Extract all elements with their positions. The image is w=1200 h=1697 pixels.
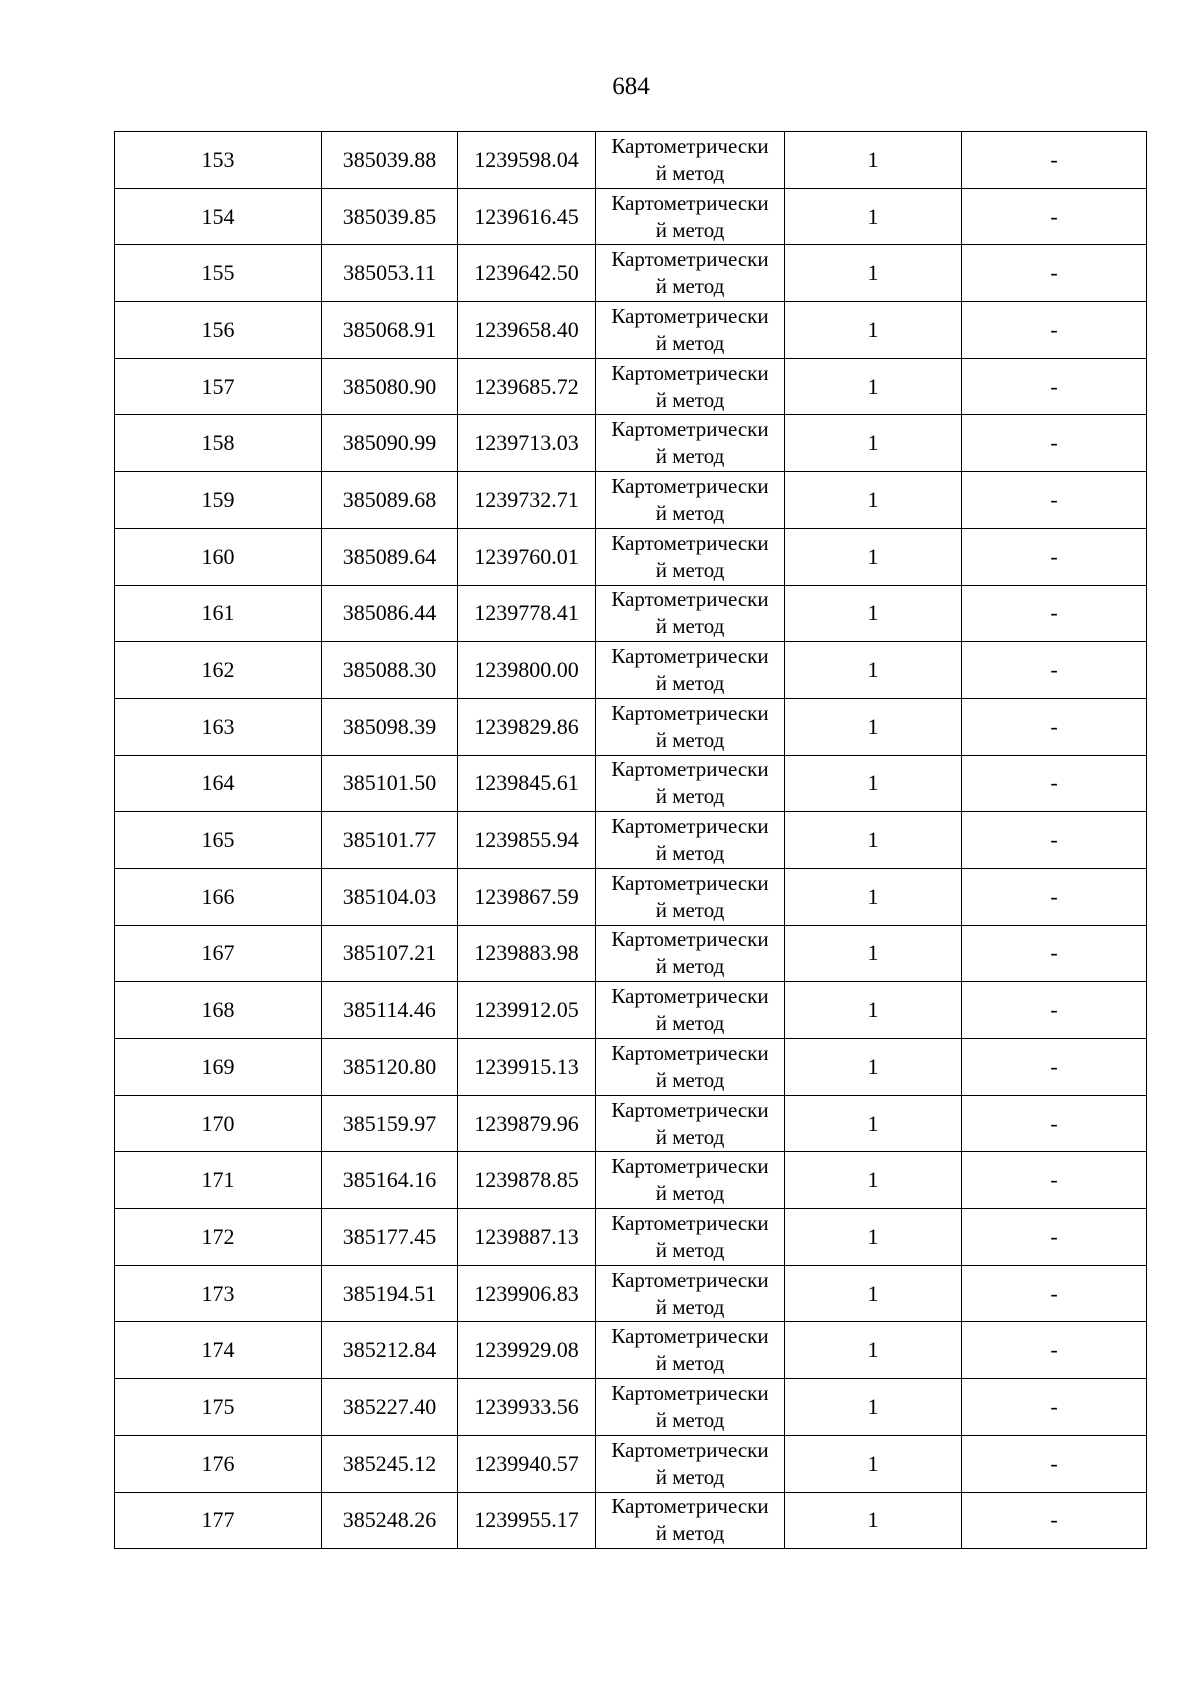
cell-point-number: 165 bbox=[115, 812, 322, 869]
cell-note: - bbox=[962, 755, 1147, 812]
table-row bbox=[115, 302, 1147, 359]
table-row bbox=[115, 868, 1147, 925]
cell-accuracy: 1 bbox=[785, 1492, 962, 1549]
cell-note: - bbox=[962, 472, 1147, 529]
cell-note: - bbox=[962, 1152, 1147, 1209]
cell-x-coordinate: 385090.99 bbox=[322, 415, 458, 472]
cell-y-coordinate: 1239867.59 bbox=[458, 868, 596, 925]
cell-x-coordinate: 385227.40 bbox=[322, 1379, 458, 1436]
table-row bbox=[115, 1209, 1147, 1266]
table-row bbox=[115, 812, 1147, 869]
cell-note: - bbox=[962, 1492, 1147, 1549]
table-row bbox=[115, 1265, 1147, 1322]
cell-x-coordinate: 385053.11 bbox=[322, 245, 458, 302]
cell-x-coordinate: 385177.45 bbox=[322, 1209, 458, 1266]
table-row bbox=[115, 188, 1147, 245]
coordinates-table-body bbox=[115, 132, 1147, 1549]
cell-accuracy: 1 bbox=[785, 868, 962, 925]
cell-y-coordinate: 1239878.85 bbox=[458, 1152, 596, 1209]
cell-point-number: 173 bbox=[115, 1265, 322, 1322]
cell-method: Картометрически й метод bbox=[596, 358, 785, 415]
cell-note: - bbox=[962, 1265, 1147, 1322]
cell-y-coordinate: 1239940.57 bbox=[458, 1435, 596, 1492]
cell-point-number: 159 bbox=[115, 472, 322, 529]
cell-accuracy: 1 bbox=[785, 1435, 962, 1492]
cell-y-coordinate: 1239732.71 bbox=[458, 472, 596, 529]
cell-note: - bbox=[962, 528, 1147, 585]
cell-x-coordinate: 385104.03 bbox=[322, 868, 458, 925]
cell-note: - bbox=[962, 982, 1147, 1039]
cell-y-coordinate: 1239760.01 bbox=[458, 528, 596, 585]
cell-method: Картометрически й метод bbox=[596, 585, 785, 642]
cell-y-coordinate: 1239912.05 bbox=[458, 982, 596, 1039]
table-row bbox=[115, 415, 1147, 472]
cell-y-coordinate: 1239685.72 bbox=[458, 358, 596, 415]
cell-y-coordinate: 1239879.96 bbox=[458, 1095, 596, 1152]
cell-method: Картометрически й метод bbox=[596, 1435, 785, 1492]
cell-y-coordinate: 1239800.00 bbox=[458, 642, 596, 699]
cell-accuracy: 1 bbox=[785, 358, 962, 415]
cell-note: - bbox=[962, 1039, 1147, 1096]
page-number: 684 bbox=[612, 73, 650, 100]
table-row bbox=[115, 528, 1147, 585]
cell-y-coordinate: 1239887.13 bbox=[458, 1209, 596, 1266]
table-row bbox=[115, 132, 1147, 189]
cell-accuracy: 1 bbox=[785, 188, 962, 245]
cell-accuracy: 1 bbox=[785, 925, 962, 982]
cell-accuracy: 1 bbox=[785, 528, 962, 585]
cell-accuracy: 1 bbox=[785, 1095, 962, 1152]
cell-accuracy: 1 bbox=[785, 1379, 962, 1436]
cell-note: - bbox=[962, 1379, 1147, 1436]
cell-method: Картометрически й метод bbox=[596, 1492, 785, 1549]
cell-y-coordinate: 1239829.86 bbox=[458, 698, 596, 755]
cell-x-coordinate: 385245.12 bbox=[322, 1435, 458, 1492]
cell-note: - bbox=[962, 1322, 1147, 1379]
cell-note: - bbox=[962, 642, 1147, 699]
table-row bbox=[115, 472, 1147, 529]
cell-accuracy: 1 bbox=[785, 1039, 962, 1096]
cell-point-number: 168 bbox=[115, 982, 322, 1039]
cell-x-coordinate: 385086.44 bbox=[322, 585, 458, 642]
cell-y-coordinate: 1239598.04 bbox=[458, 132, 596, 189]
cell-y-coordinate: 1239929.08 bbox=[458, 1322, 596, 1379]
cell-method: Картометрически й метод bbox=[596, 528, 785, 585]
cell-x-coordinate: 385101.50 bbox=[322, 755, 458, 812]
cell-method: Картометрически й метод bbox=[596, 415, 785, 472]
table-row bbox=[115, 1492, 1147, 1549]
cell-accuracy: 1 bbox=[785, 1152, 962, 1209]
cell-y-coordinate: 1239883.98 bbox=[458, 925, 596, 982]
table-row bbox=[115, 585, 1147, 642]
cell-x-coordinate: 385212.84 bbox=[322, 1322, 458, 1379]
cell-accuracy: 1 bbox=[785, 472, 962, 529]
cell-note: - bbox=[962, 1209, 1147, 1266]
cell-method: Картометрически й метод bbox=[596, 1265, 785, 1322]
cell-y-coordinate: 1239906.83 bbox=[458, 1265, 596, 1322]
cell-note: - bbox=[962, 302, 1147, 359]
table-row bbox=[115, 1095, 1147, 1152]
cell-accuracy: 1 bbox=[785, 415, 962, 472]
cell-x-coordinate: 385120.80 bbox=[322, 1039, 458, 1096]
cell-accuracy: 1 bbox=[785, 132, 962, 189]
table-row bbox=[115, 642, 1147, 699]
table-row bbox=[115, 1322, 1147, 1379]
cell-accuracy: 1 bbox=[785, 755, 962, 812]
cell-note: - bbox=[962, 415, 1147, 472]
table-row bbox=[115, 358, 1147, 415]
cell-note: - bbox=[962, 132, 1147, 189]
cell-x-coordinate: 385159.97 bbox=[322, 1095, 458, 1152]
cell-accuracy: 1 bbox=[785, 302, 962, 359]
cell-x-coordinate: 385114.46 bbox=[322, 982, 458, 1039]
cell-method: Картометрически й метод bbox=[596, 812, 785, 869]
coordinates-table bbox=[114, 131, 1147, 1549]
cell-y-coordinate: 1239855.94 bbox=[458, 812, 596, 869]
cell-point-number: 176 bbox=[115, 1435, 322, 1492]
cell-point-number: 153 bbox=[115, 132, 322, 189]
cell-point-number: 175 bbox=[115, 1379, 322, 1436]
table-row bbox=[115, 925, 1147, 982]
cell-method: Картометрически й метод bbox=[596, 132, 785, 189]
cell-y-coordinate: 1239642.50 bbox=[458, 245, 596, 302]
cell-method: Картометрически й метод bbox=[596, 1039, 785, 1096]
cell-method: Картометрически й метод bbox=[596, 1322, 785, 1379]
cell-method: Картометрически й метод bbox=[596, 472, 785, 529]
cell-y-coordinate: 1239616.45 bbox=[458, 188, 596, 245]
cell-note: - bbox=[962, 698, 1147, 755]
cell-method: Картометрически й метод bbox=[596, 642, 785, 699]
cell-point-number: 160 bbox=[115, 528, 322, 585]
cell-x-coordinate: 385194.51 bbox=[322, 1265, 458, 1322]
table-row bbox=[115, 1379, 1147, 1436]
cell-x-coordinate: 385080.90 bbox=[322, 358, 458, 415]
table-row bbox=[115, 698, 1147, 755]
cell-method: Картометрически й метод bbox=[596, 868, 785, 925]
cell-point-number: 162 bbox=[115, 642, 322, 699]
cell-method: Картометрически й метод bbox=[596, 925, 785, 982]
table-row bbox=[115, 982, 1147, 1039]
cell-method: Картометрически й метод bbox=[596, 1379, 785, 1436]
cell-method: Картометрически й метод bbox=[596, 1152, 785, 1209]
cell-method: Картометрически й метод bbox=[596, 245, 785, 302]
cell-point-number: 156 bbox=[115, 302, 322, 359]
cell-point-number: 169 bbox=[115, 1039, 322, 1096]
cell-x-coordinate: 385098.39 bbox=[322, 698, 458, 755]
cell-x-coordinate: 385248.26 bbox=[322, 1492, 458, 1549]
cell-point-number: 167 bbox=[115, 925, 322, 982]
cell-method: Картометрически й метод bbox=[596, 982, 785, 1039]
cell-note: - bbox=[962, 868, 1147, 925]
table-row bbox=[115, 755, 1147, 812]
cell-x-coordinate: 385039.88 bbox=[322, 132, 458, 189]
cell-point-number: 174 bbox=[115, 1322, 322, 1379]
cell-point-number: 157 bbox=[115, 358, 322, 415]
cell-x-coordinate: 385089.64 bbox=[322, 528, 458, 585]
cell-point-number: 177 bbox=[115, 1492, 322, 1549]
cell-note: - bbox=[962, 925, 1147, 982]
cell-method: Картометрически й метод bbox=[596, 1209, 785, 1266]
cell-accuracy: 1 bbox=[785, 642, 962, 699]
table-row bbox=[115, 245, 1147, 302]
cell-x-coordinate: 385101.77 bbox=[322, 812, 458, 869]
cell-point-number: 161 bbox=[115, 585, 322, 642]
cell-y-coordinate: 1239955.17 bbox=[458, 1492, 596, 1549]
cell-point-number: 158 bbox=[115, 415, 322, 472]
cell-note: - bbox=[962, 812, 1147, 869]
cell-point-number: 154 bbox=[115, 188, 322, 245]
cell-y-coordinate: 1239933.56 bbox=[458, 1379, 596, 1436]
cell-point-number: 166 bbox=[115, 868, 322, 925]
cell-x-coordinate: 385068.91 bbox=[322, 302, 458, 359]
cell-note: - bbox=[962, 1435, 1147, 1492]
cell-y-coordinate: 1239658.40 bbox=[458, 302, 596, 359]
cell-point-number: 172 bbox=[115, 1209, 322, 1266]
cell-point-number: 163 bbox=[115, 698, 322, 755]
cell-accuracy: 1 bbox=[785, 1265, 962, 1322]
cell-accuracy: 1 bbox=[785, 1322, 962, 1379]
cell-x-coordinate: 385107.21 bbox=[322, 925, 458, 982]
cell-accuracy: 1 bbox=[785, 812, 962, 869]
cell-method: Картометрически й метод bbox=[596, 1095, 785, 1152]
cell-accuracy: 1 bbox=[785, 1209, 962, 1266]
cell-method: Картометрически й метод bbox=[596, 755, 785, 812]
cell-accuracy: 1 bbox=[785, 245, 962, 302]
cell-x-coordinate: 385164.16 bbox=[322, 1152, 458, 1209]
cell-note: - bbox=[962, 1095, 1147, 1152]
cell-y-coordinate: 1239778.41 bbox=[458, 585, 596, 642]
cell-note: - bbox=[962, 245, 1147, 302]
cell-accuracy: 1 bbox=[785, 698, 962, 755]
cell-y-coordinate: 1239713.03 bbox=[458, 415, 596, 472]
cell-accuracy: 1 bbox=[785, 982, 962, 1039]
cell-accuracy: 1 bbox=[785, 585, 962, 642]
cell-note: - bbox=[962, 585, 1147, 642]
cell-point-number: 170 bbox=[115, 1095, 322, 1152]
table-row bbox=[115, 1152, 1147, 1209]
cell-method: Картометрически й метод bbox=[596, 188, 785, 245]
cell-y-coordinate: 1239915.13 bbox=[458, 1039, 596, 1096]
cell-point-number: 164 bbox=[115, 755, 322, 812]
cell-method: Картометрически й метод bbox=[596, 302, 785, 359]
cell-x-coordinate: 385089.68 bbox=[322, 472, 458, 529]
cell-x-coordinate: 385088.30 bbox=[322, 642, 458, 699]
cell-note: - bbox=[962, 358, 1147, 415]
table-row bbox=[115, 1039, 1147, 1096]
table-row bbox=[115, 1435, 1147, 1492]
cell-point-number: 155 bbox=[115, 245, 322, 302]
cell-y-coordinate: 1239845.61 bbox=[458, 755, 596, 812]
cell-method: Картометрически й метод bbox=[596, 698, 785, 755]
cell-point-number: 171 bbox=[115, 1152, 322, 1209]
cell-note: - bbox=[962, 188, 1147, 245]
cell-x-coordinate: 385039.85 bbox=[322, 188, 458, 245]
